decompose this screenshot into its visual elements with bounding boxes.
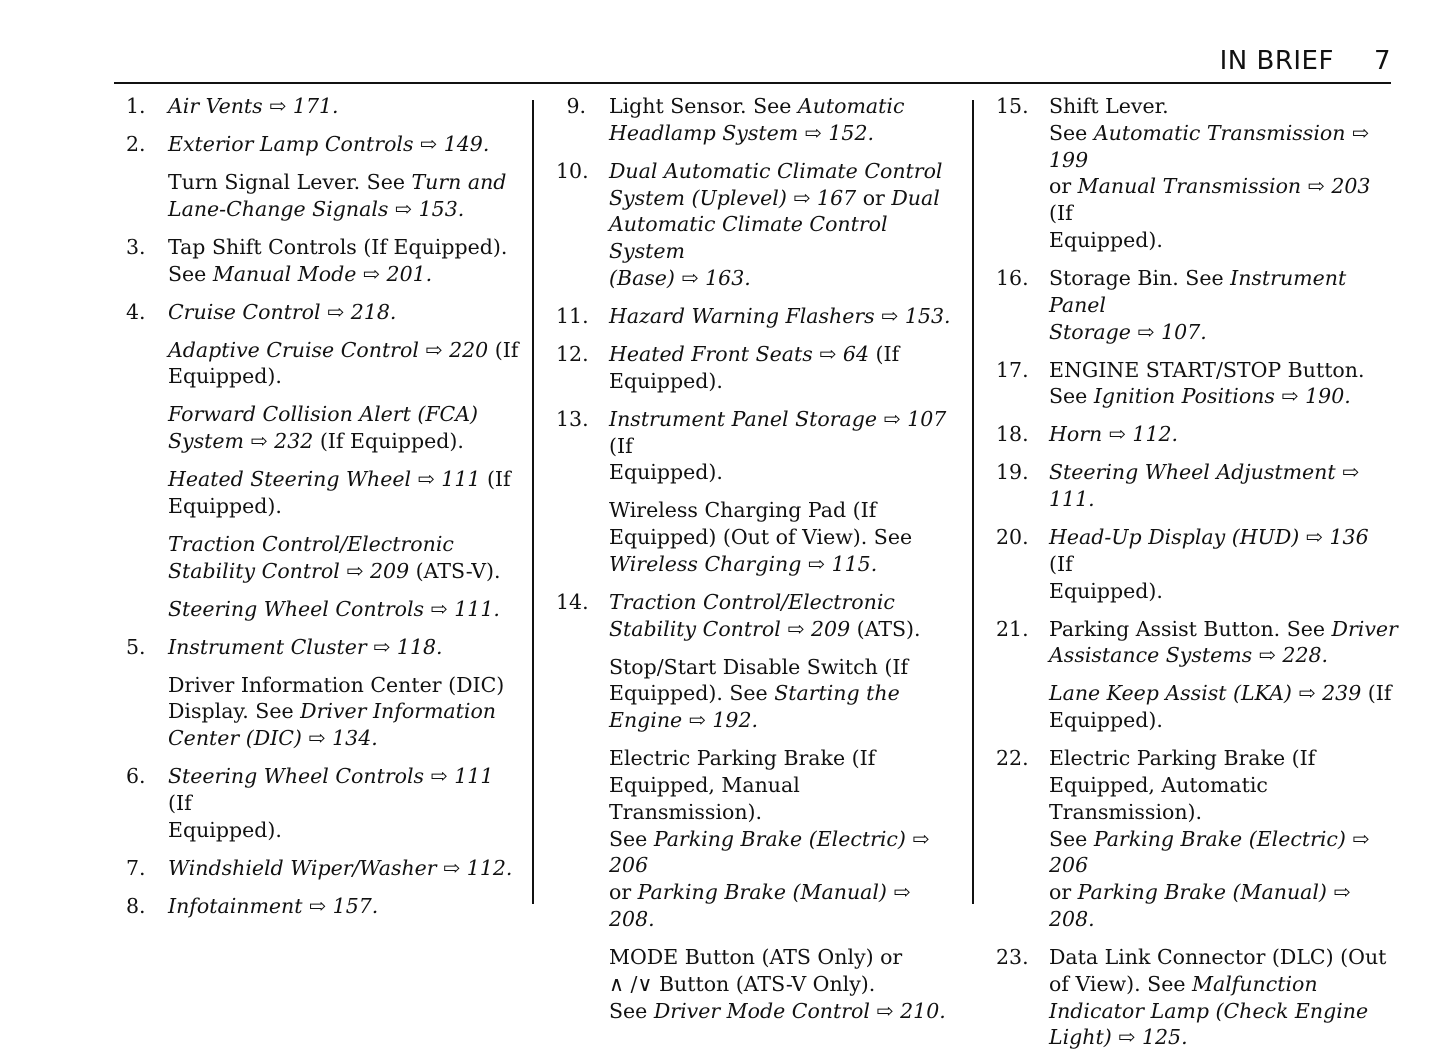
list-item [126,169,520,223]
item-number: 11. [556,303,589,328]
item-number: 10. [556,158,589,183]
list-item [996,524,1398,604]
cross-reference[interactable]: Traction Control/Electronic Stability Control ⇨ 209 [168,531,454,583]
list-item [126,93,520,120]
column-3 [996,93,1398,1062]
item-number: 2. [126,131,146,156]
item-text: (If Equipped). [168,337,519,389]
item-text: (If Equipped). [168,790,282,842]
item-text: (If Equipped). [1049,681,1392,733]
column-2 [556,93,958,1036]
cross-reference[interactable]: Instrument Panel Storage ⇨ 107 [609,406,947,431]
item-text: (If Equipped). [1049,551,1163,603]
cross-reference[interactable]: Ignition Positions ⇨ 190. [1093,384,1351,409]
cross-reference[interactable]: Parking Brake (Electric) ⇨ 206 [1049,826,1370,878]
list-item [556,341,958,395]
item-text: Light Sensor. See [609,94,798,118]
list-item [126,893,520,920]
list-item [996,93,1398,254]
item-text: Wireless Charging Pad (If Equipped) (Out of View). See [609,498,913,550]
cross-reference[interactable]: Infotainment ⇨ 157. [168,893,379,918]
list-item [996,357,1398,411]
cross-reference[interactable]: Dual Automatic Climate Control System (Uplevel) ⇨ 167 [609,158,943,210]
list-item [996,265,1398,345]
item-number: 21. [996,616,1029,641]
list-item [556,497,958,577]
cross-reference[interactable]: Steering Wheel Adjustment ⇨ 111. [1049,460,1360,512]
list-item [556,303,958,330]
item-text: or [609,880,632,905]
cross-reference[interactable]: Parking Brake (Manual) ⇨ 208. [1049,880,1351,932]
cross-reference[interactable]: Lane Keep Assist (LKA) ⇨ 239 [1049,681,1362,706]
list-item [996,745,1398,933]
cross-reference[interactable]: Automatic Headlamp System ⇨ 152. [609,94,905,145]
item-number: 18. [996,422,1029,447]
list-item [556,944,958,1024]
list-item [556,745,958,933]
item-text: MODE Button (ATS Only) or ∧ /∨ Button (ATS-V Only). See [609,945,903,1023]
item-number: 14. [556,589,589,614]
item-text: (ATS). [850,616,921,641]
page-number: 7 [1373,46,1391,76]
item-number: 17. [996,357,1029,382]
column-1 [126,93,520,931]
item-number: 19. [996,460,1029,485]
cross-reference[interactable]: Driver Mode Control ⇨ 210. [653,998,946,1023]
cross-reference[interactable]: Air Vents ⇨ 171. [168,94,339,118]
item-number: 22. [996,746,1029,771]
list-item [126,855,520,882]
list-item [126,672,520,752]
item-text: (ATS-V). [409,558,501,583]
list-item [126,596,520,623]
item-text: Storage Bin. See [1049,265,1231,290]
cross-reference[interactable]: Windshield Wiper/Washer ⇨ 112. [168,855,513,880]
item-number: 7. [126,855,146,880]
item-text: or [1049,880,1072,905]
item-text: ENGINE START/STOP Button. See [1049,357,1365,409]
item-number: 5. [126,634,146,659]
item-number: 15. [996,94,1029,118]
list-item [996,680,1398,734]
list-item [126,234,520,288]
item-number: 6. [126,764,146,789]
cross-reference[interactable]: Horn ⇨ 112. [1049,422,1179,447]
item-number: 23. [996,945,1029,969]
item-number: 9. [566,94,586,118]
list-item [126,634,520,661]
list-item [996,421,1398,448]
cross-reference[interactable]: Instrument Cluster ⇨ 118. [168,634,443,659]
list-item [996,616,1398,670]
list-item [126,531,520,585]
list-item [556,158,958,292]
cross-reference[interactable]: Instrument Panel Storage ⇨ 107. [1049,265,1347,344]
item-text: (If Equipped). [168,467,511,518]
cross-reference[interactable]: Heated Steering Wheel ⇨ 111 [168,467,481,492]
item-text: Data Link Connector (DLC) (Out of View). See [1049,945,1387,996]
item-text: Stop/Start Disable Switch (If Equipped). See [609,654,909,706]
item-text: or [856,185,892,210]
item-text: (If Equipped). [1049,201,1163,252]
list-item [556,654,958,734]
item-text: Tap Shift Controls (If Equipped). See [168,234,508,286]
cross-reference[interactable]: Wireless Charging ⇨ 115. [609,551,878,576]
list-item [556,589,958,643]
cross-reference[interactable]: Automatic Transmission ⇨ 199 [1049,120,1370,172]
list-item [996,459,1398,513]
item-text: Electric Parking Brake (If Equipped, Manual Transmission). See [609,746,876,851]
list-item [556,93,958,147]
list-item [556,406,958,486]
list-item [126,401,520,455]
cross-reference[interactable]: Driver Assistance Systems ⇨ 228. [1049,616,1398,668]
item-number: 13. [556,406,589,431]
cross-reference[interactable]: Traction Control/Electronic Stability Control ⇨ 209 [609,589,895,641]
cross-reference[interactable]: Exterior Lamp Controls ⇨ 149. [168,131,490,156]
header-rule [114,82,1391,84]
cross-reference[interactable]: Steering Wheel Controls ⇨ 111. [168,596,500,621]
list-item [126,763,520,843]
list-item [996,944,1398,1051]
cross-reference[interactable]: Heated Front Seats ⇨ 64 [609,341,870,366]
cross-reference[interactable]: Adaptive Cruise Control ⇨ 220 [168,337,489,362]
item-text: (If Equipped). [313,429,464,454]
item-number: 1. [126,94,146,118]
list-item [126,131,520,158]
item-text: (If Equipped). [609,341,900,393]
item-text: Electric Parking Brake (If Equipped, Automatic Transmission). See [1049,746,1316,851]
item-number: 16. [996,265,1029,290]
cross-reference[interactable]: Driver Information Center (DIC) ⇨ 134. [168,699,496,751]
cross-reference[interactable]: Parking Brake (Manual) ⇨ 208. [609,880,911,932]
item-text: or [1049,174,1072,199]
cross-reference[interactable]: Head-Up Display (HUD) ⇨ 136 [1049,525,1369,550]
cross-reference[interactable]: Hazard Warning Flashers ⇨ 153. [609,303,951,328]
column-divider [972,100,974,904]
item-text: Driver Information Center (DIC) Display. See [168,672,505,724]
cross-reference[interactable]: Cruise Control ⇨ 218. [168,299,397,324]
item-text: Turn Signal Lever. See [168,169,412,194]
cross-reference[interactable]: Manual Mode ⇨ 201. [212,261,433,286]
cross-reference[interactable]: Turn and Lane-Change Signals ⇨ 153. [168,169,507,221]
item-number: 4. [126,299,146,324]
list-item [126,337,520,391]
item-text: Shift Lever. See [1049,94,1169,145]
item-number: 12. [556,341,589,366]
column-divider [532,100,534,904]
cross-reference[interactable]: Forward Collision Alert (FCA) System ⇨ 232 [168,402,479,454]
cross-reference[interactable]: Starting the Engine ⇨ 192. [609,681,900,733]
cross-reference[interactable]: Steering Wheel Controls ⇨ 111 [168,764,494,789]
list-item [126,466,520,520]
section-title: IN BRIEF [1219,46,1334,76]
cross-reference[interactable]: Malfunction Indicator Lamp (Check Engine Light) ⇨ 125. [1049,971,1369,1050]
cross-reference[interactable]: Parking Brake (Electric) ⇨ 206 [609,826,930,878]
item-text: (If Equipped). [609,433,723,485]
list-item [126,299,520,326]
item-text: Parking Assist Button. See [1049,616,1332,641]
cross-reference[interactable]: Dual Automatic Climate Control System (Base) ⇨ 163. [609,185,940,290]
item-number: 3. [126,234,146,259]
item-number: 20. [996,525,1029,550]
item-number: 8. [126,893,146,918]
running-header [1220,46,1391,76]
cross-reference[interactable]: Manual Transmission ⇨ 203 [1077,174,1371,199]
